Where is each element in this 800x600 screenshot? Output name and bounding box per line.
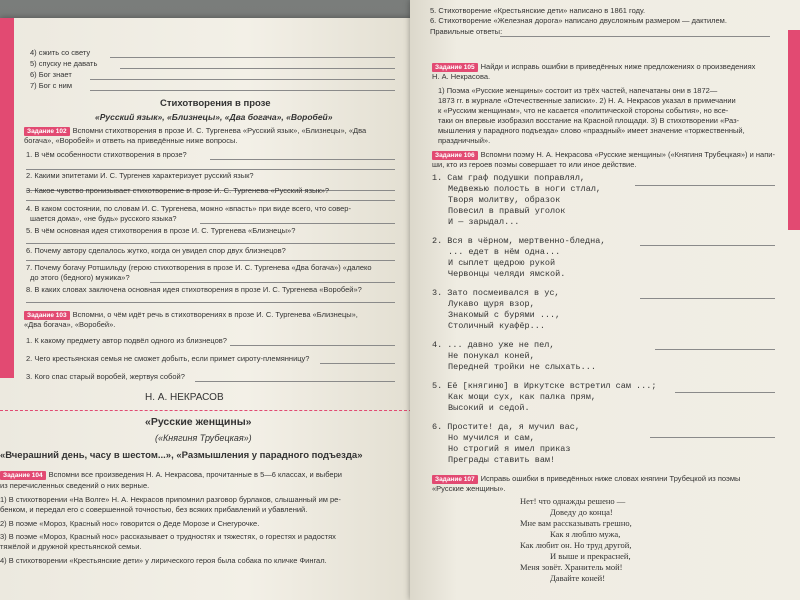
task104-line-3: 2) В поэме «Мороз, Красный нос» говорится о Деде Морозе и Снегурочке. <box>0 519 260 528</box>
answer-line[interactable] <box>150 282 395 283</box>
quote-2-line-3: И сыплет щедрою рукой <box>448 258 556 268</box>
answer-line[interactable] <box>200 223 395 224</box>
task104-line-4: 3) В поэме «Мороз, Красный нос» рассказывает о трудностях и тяжестях, о горестях и радостях <box>0 532 336 541</box>
quote-1-line-1: 1. Сам граф подушки поправлял, <box>432 173 586 183</box>
answer-line[interactable] <box>120 68 395 69</box>
left-item-5: 5) спуску не давать <box>30 59 98 68</box>
task105-intro-2: Н. А. Некрасова. <box>432 72 491 81</box>
poem-line-7: Меня зовёт. Хранитель мой! <box>520 562 623 572</box>
quote-3-line-1: 3. Зато посмеивался в ус, <box>432 288 560 298</box>
answer-line[interactable] <box>320 363 395 364</box>
answer-line[interactable] <box>210 159 395 160</box>
task105-line-2: 1873 гг. в журнале «Отечественные записки». 2) Н. А. Некрасов указал в примечании <box>438 96 736 105</box>
task104-intro: Задание 104 Вспомни все произведения Н. А. Некрасова, прочитанные в 5—6 классах, и выбери <box>0 470 342 480</box>
quote-1-line-4: Повесил в правый уголок <box>448 206 566 216</box>
task102-question-3: 3. Какое чувство пронизывает стихотворение в прозе И. С. Тургенева «Русский язык»? <box>26 186 330 195</box>
task102-badge: Задание 102 <box>24 127 70 136</box>
task107-badge: Задание 107 <box>432 475 478 484</box>
task102-question-7-cont: до этого (бедного) мужика»? <box>30 273 130 282</box>
task102-question-4-cont: шается дома», «не будь» русского языка? <box>30 214 177 223</box>
answer-line[interactable] <box>90 79 395 80</box>
quote-2-line-2: ... едет в нём одна... <box>448 247 561 257</box>
quote-5-line-3: Высокий и седой. <box>448 403 530 413</box>
section-subtitle: «Русский язык», «Близнецы», «Два богача», «Воробей» <box>95 112 333 122</box>
task105-badge: Задание 105 <box>432 63 478 72</box>
task103-intro: Задание 103 Вспомни, о чём идёт речь в стихотворениях в прозе И. С. Тургенева «Близнецы», <box>24 310 358 320</box>
answer-line[interactable] <box>230 345 395 346</box>
answer-line[interactable] <box>26 243 395 244</box>
task102-question-4: 4. В каком состоянии, по словам И. С. Тургенева, можно «впасть» при виде всего, что совер- <box>26 204 351 213</box>
task107-intro: Задание 107 Исправь ошибки в приведённых ниже словах княгини Трубецкой из поэмы <box>432 474 740 484</box>
left-page <box>0 18 412 600</box>
answer-line[interactable] <box>635 185 775 186</box>
answer-line[interactable] <box>500 36 770 37</box>
quote-6-line-3: Но строгий я имел приказ <box>448 444 571 454</box>
answer-line[interactable] <box>90 90 395 91</box>
task102-question-2: 2. Какими эпитетами И. С. Тургенев характеризует русский язык? <box>26 171 254 180</box>
task106-intro-2: ши, кто из героев поэмы совершает то или иное действие. <box>432 160 637 169</box>
answer-line[interactable] <box>655 349 775 350</box>
task102-question-5: 5. В чём основная идея стихотворения в прозе И. С. Тургенева «Близнецы»? <box>26 226 296 235</box>
left-item-6: 6) Бог знает <box>30 70 72 79</box>
quote-6-line-2: Но мучился и сам, <box>448 433 535 443</box>
answer-line[interactable] <box>650 437 775 438</box>
answer-line[interactable] <box>195 381 395 382</box>
task105-line-1: 1) Поэма «Русские женщины» состоит из трёх частей, напечатаны они в 1872— <box>438 86 718 95</box>
poem-line-8: Давайте коней! <box>550 573 606 583</box>
task105-intro: Задание 105 Найди и исправь ошибки в приведённых ниже предложениях о произведениях <box>432 62 755 72</box>
quote-6-line-1: 6. Простите! да, я мучил вас, <box>432 422 580 432</box>
quote-2-line-4: Червонцы челяди ямской. <box>448 269 566 279</box>
quote-6-line-4: Преграды ставить вам! <box>448 455 556 465</box>
right-page-accent-strip <box>788 30 800 230</box>
task102-intro-2: богача», «Воробей» и ответь на приведённые ниже вопросы. <box>24 136 238 145</box>
task103-badge: Задание 103 <box>24 311 70 320</box>
quote-3-line-3: Знакомый с бурями ..., <box>448 310 561 320</box>
section-divider <box>0 410 412 411</box>
answer-line[interactable] <box>26 260 395 261</box>
right-page <box>410 0 800 600</box>
task104-line-1: 1) В стихотворении «На Волге» Н. А. Некрасов припомнил разговор бурлаков, слышанный им ре- <box>0 495 341 504</box>
task103-question-1: 1. К какому предмету автор подвёл одного из близнецов? <box>26 336 227 345</box>
answer-line[interactable] <box>26 200 395 201</box>
task105-line-5: мышления у парадного подъезда» слово «праздный» имеет значение «торжественный, <box>438 126 745 135</box>
quote-3-line-2: Лукаво щуря взор, <box>448 299 535 309</box>
task104-line-6: 4) В стихотворении «Крестьянские дети» у лирического героя была собака по кличке Фингал. <box>0 556 327 565</box>
task104-line-2: бенком, и передал его с совершенной точностью, без всяких прибавлений и убавлений. <box>0 505 308 514</box>
quote-5-line-1: 5. Её [княгиню] в Иркутске встретил сам ...; <box>432 381 657 391</box>
author-heading: Н. А. НЕКРАСОВ <box>145 392 224 403</box>
left-item-7: 7) Бог с ним <box>30 81 72 90</box>
task103-intro-2: «Два богача», «Воробей». <box>24 320 116 329</box>
task104-line-5: тяжёлой и дружной крестьянской семьи. <box>0 542 142 551</box>
quote-4-line-3: Передней тройки не слыхать... <box>448 362 596 372</box>
quote-4-line-2: Не понукал коней, <box>448 351 535 361</box>
right-top-line-1: 5. Стихотворение «Крестьянские дети» написано в 1861 году. <box>430 6 646 15</box>
poem-line-3: Мне вам рассказывать грешно, <box>520 518 632 528</box>
other-works: «Вчерашний день, часу в шестом...», «Размышления у парадного подъезда» <box>0 450 363 461</box>
answer-line[interactable] <box>640 245 775 246</box>
task104-badge: Задание 104 <box>0 471 46 480</box>
quote-4-line-1: 4. ... давно уже не пел, <box>432 340 555 350</box>
quote-1-line-2: Медвежью полость в ноги стлал, <box>448 184 602 194</box>
quote-1-line-5: И — зарыдал... <box>448 217 520 227</box>
task103-question-2: 2. Чего крестьянская семья не сможет добыть, если примет сироту-племянницу? <box>26 354 310 363</box>
answer-line[interactable] <box>675 392 775 393</box>
answer-line[interactable] <box>26 169 395 170</box>
task102-question-6: 6. Почему автору сделалось жутко, когда он увидел спор двух близнецов? <box>26 246 286 255</box>
task102-question-1: 1. В чём особенности стихотворения в прозе? <box>26 150 187 159</box>
quote-1-line-3: Творя молитву, образок <box>448 195 561 205</box>
poem-subtitle: («Княгиня Трубецкая») <box>155 433 252 443</box>
answer-line[interactable] <box>640 298 775 299</box>
poem-title: «Русские женщины» <box>145 416 252 428</box>
task102-question-8: 8. В каких словах заключена основная идея стихотворения в прозе И. С. Тургенева «Воробей»? <box>26 285 362 294</box>
poem-line-2: Доведу до конца! <box>550 507 613 517</box>
task106-intro: Задание 106 Вспомни поэму Н. А. Некрасова «Русские женщины» («Княгиня Трубецкая») и напи- <box>432 150 775 160</box>
task105-line-6: праздничный». <box>438 136 491 145</box>
task106-badge: Задание 106 <box>432 151 478 160</box>
poem-line-5: Как любит он. Но труд другой, <box>520 540 632 550</box>
right-top-line-2: 6. Стихотворение «Железная дорога» написано двусложным размером — дактилем. <box>430 16 727 25</box>
poem-line-6: И выше и прекрасней, <box>550 551 631 561</box>
quote-3-line-4: Столичный куафёр... <box>448 321 545 331</box>
left-item-4: 4) сжить со свету <box>30 48 91 57</box>
quote-2-line-1: 2. Вся в чёрном, мертвенно-бледна, <box>432 236 606 246</box>
right-top-line-3: Правильные ответы: <box>430 27 503 36</box>
task102-question-7: 7. Почему богачу Ротшильду (герою стихотворения в прозе И. С. Тургенева «Два богача») «далеко <box>26 263 372 272</box>
answer-line[interactable] <box>26 302 395 303</box>
task104-intro-2: из перечисленных сведений о них верные. <box>0 481 150 490</box>
task105-line-3: к «Русским женщинам», что не касается «политической стороны события», но все- <box>438 106 729 115</box>
task107-intro-2: «Русские женщины». <box>432 484 506 493</box>
poem-line-4: Как я люблю мужа, <box>550 529 621 539</box>
quote-5-line-2: Как мощи сух, как палка прям, <box>448 392 596 402</box>
section-heading: Стихотворения в прозе <box>160 98 271 109</box>
left-page-accent-strip <box>0 18 14 378</box>
task102-intro: Задание 102 Вспомни стихотворения в прозе И. С. Тургенева «Русский язык», «Близнецы», «Два <box>24 126 366 136</box>
poem-line-1: Нет! что однажды решено — <box>520 496 626 506</box>
task105-line-4: таки он впервые изобразил восстание на Красной площади. 3) В стихотворении «Раз- <box>438 116 740 125</box>
answer-line[interactable] <box>110 57 395 58</box>
task103-question-3: 3. Кого спас старый воробей, жертвуя собой? <box>26 372 185 381</box>
